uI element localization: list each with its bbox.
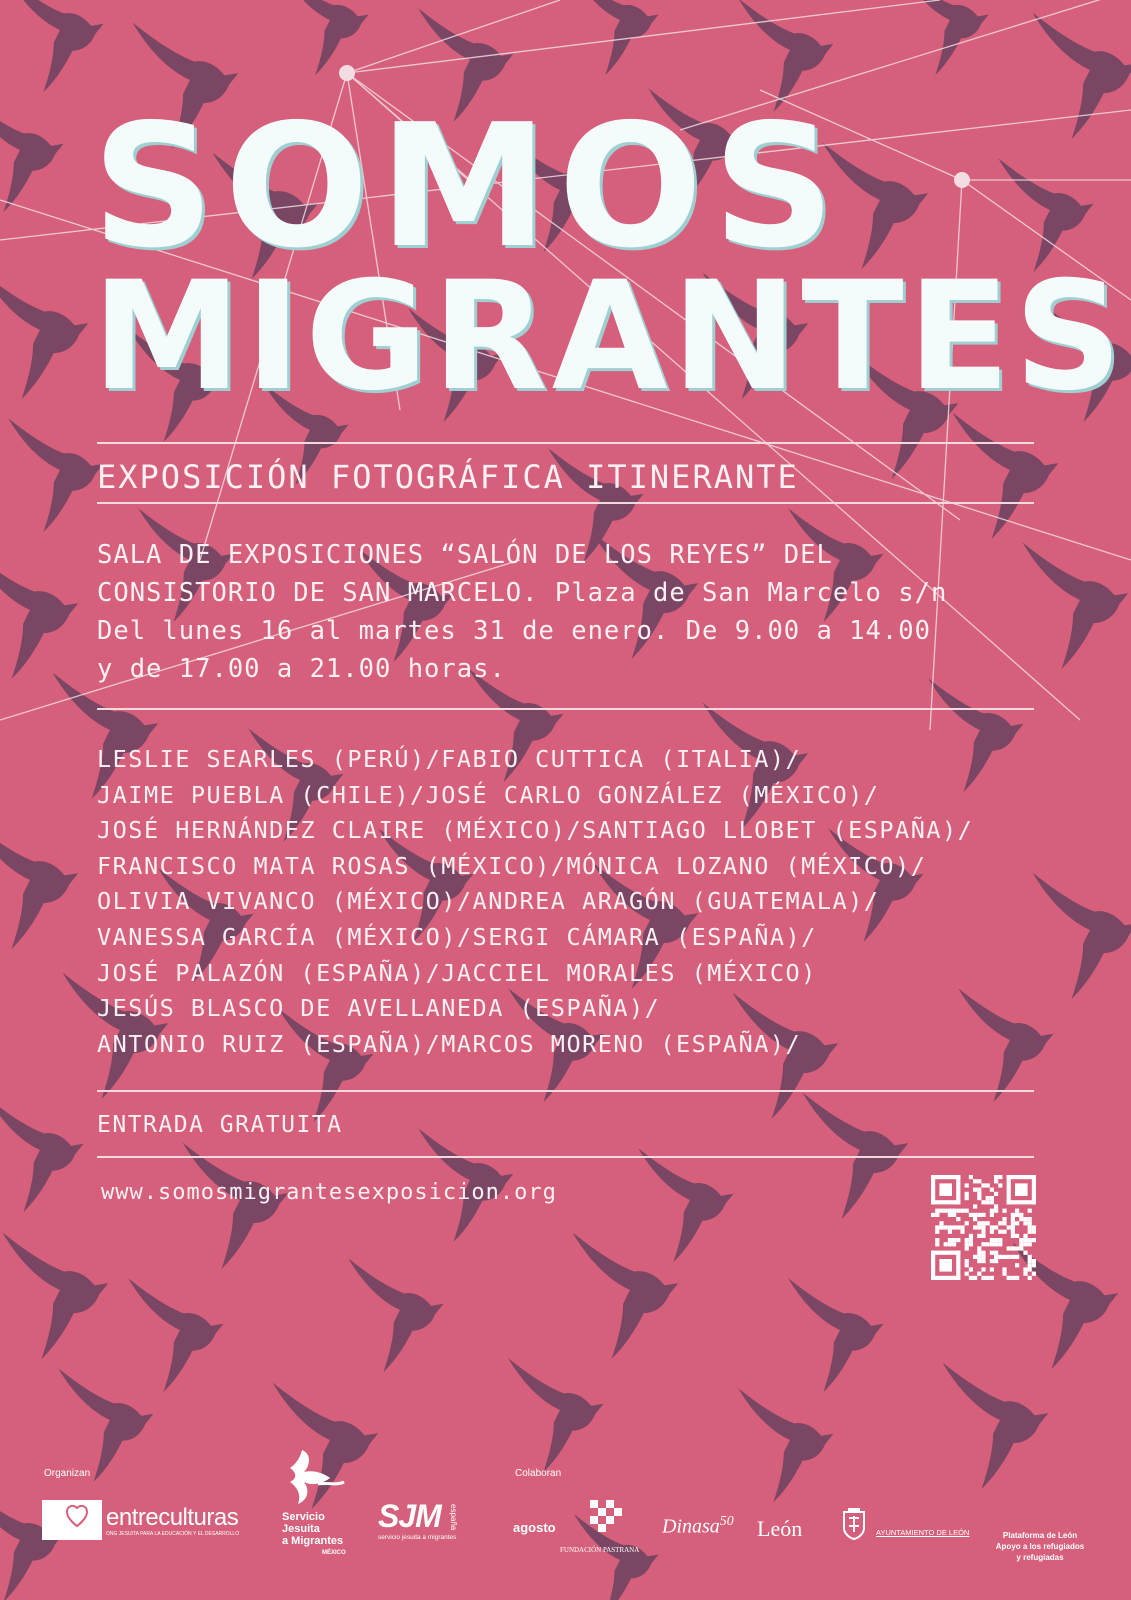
sjm-mexico-emblem-icon (282, 1448, 352, 1506)
artists-line: JESÚS BLASCO DE AVELLANEDA (ESPAÑA)/ (97, 994, 661, 1023)
swallow-bird-icon (1023, 543, 1129, 670)
leon-logo[interactable]: León (757, 1516, 803, 1541)
divider (97, 502, 1034, 504)
string-line (347, 0, 560, 73)
swallow-bird-icon (0, 823, 78, 950)
plataforma-line: Apoyo a los refugiados (995, 1542, 1085, 1551)
swallow-bird-icon (0, 98, 63, 212)
venue-line: CONSISTORIO DE SAN MARCELO. Plaza de San Marcelo s/n (97, 578, 948, 608)
swallow-bird-icon (943, 1363, 1049, 1490)
organizan-label: Organizan (44, 1468, 91, 1479)
colaboran-label: Colaboran (515, 1468, 562, 1479)
pin-dot (954, 172, 970, 188)
dinasa-number: 50 (719, 1514, 734, 1529)
divider (97, 1090, 1034, 1092)
swallow-bird-icon (8, 418, 103, 532)
swallow-bird-icon (788, 1278, 883, 1392)
sjm-mexico-line: Servicio (282, 1511, 325, 1523)
artists-line: JOSÉ HERNÁNDEZ CLAIRE (MÉXICO)/SANTIAGO LLOBET (ESPAÑA)/ (97, 816, 974, 845)
sjm-mexico-line: MÉXICO (322, 1550, 346, 1556)
swallow-bird-icon (0, 1098, 83, 1212)
divider (97, 708, 1034, 710)
artists-line: OLIVIA VIVANCO (MÉXICO)/ANDREA ARAGÓN (GUATEMALA)/ (97, 887, 880, 916)
artists-line: LESLIE SEARLES (PERÚ)/FABIO CUTTICA (ITALIA)/ (97, 745, 802, 773)
title-line-1: SOMOS (92, 88, 846, 286)
fundacion-pastrana-name: FUNDACIÓN PASTRANA (560, 1546, 640, 1554)
sjm-mexico-line: a Migrantes (282, 1535, 344, 1547)
swallow-bird-icon (1033, 873, 1131, 1000)
sjm-mexico-logo[interactable] (282, 1448, 362, 1568)
swallow-bird-icon (58, 1368, 153, 1482)
swallow-bird-icon (508, 1358, 603, 1472)
divider (97, 1156, 1034, 1158)
venue-line: SALA DE EXPOSICIONES “SALÓN DE LOS REYES” DEL (97, 540, 833, 570)
checker-logo-icon (590, 1500, 624, 1534)
sjm-mexico-line: Jesuita (282, 1523, 320, 1535)
swallow-bird-icon (574, 0, 659, 75)
ayuntamiento-logo[interactable] (842, 1508, 992, 1548)
sjm-side: españa (449, 1504, 458, 1531)
plataforma-line: y refugiadas (1016, 1553, 1064, 1562)
dinasa-logo[interactable] (662, 1514, 734, 1539)
swallow-bird-icon (0, 553, 78, 680)
artists-line: FRANCISCO MATA ROSAS (MÉXICO)/MÓNICA LOZANO (MÉXICO)/ (97, 851, 927, 880)
venue-line: y de 17.00 a 21.00 horas. (97, 654, 506, 684)
fundacion-pastrana-logo[interactable] (560, 1500, 660, 1560)
crest-icon (842, 1508, 866, 1540)
sjm-logo-text: SJM (378, 1498, 441, 1534)
entry-text: ENTRADA GRATUITA (97, 1112, 343, 1138)
swallow-bird-icon (573, 1233, 679, 1360)
dinasa-name: Dinasa (662, 1515, 720, 1538)
website-link[interactable]: www.somosmigrantesexposicion.org (101, 1180, 557, 1205)
artists-line: ANTONIO RUIZ (ESPAÑA)/MARCOS MORENO (ESPAÑA)/ (97, 1029, 802, 1058)
swallow-bird-icon (128, 1278, 223, 1392)
artists-line: JOSÉ PALAZÓN (ESPAÑA)/JACCIEL MORALES (MÉXICO) (97, 958, 817, 987)
swallow-bird-icon (738, 1388, 833, 1502)
entreculturas-name: entreculturas (106, 1504, 239, 1531)
entreculturas-tagline: ONG JESUITA PARA LA EDUCACIÓN Y EL DESARROLLO (106, 1531, 240, 1537)
ayuntamiento-name: AYUNTAMIENTO DE LEÓN (876, 1528, 970, 1537)
pin-dot (339, 65, 355, 81)
qr-code-icon[interactable] (931, 1175, 1036, 1280)
venue-line: Del lunes 16 al martes 31 de enero. De 9.00 a 14.00 (97, 616, 931, 646)
heart-logo-icon (42, 1500, 102, 1540)
swallow-bird-icon (8, 0, 103, 92)
entreculturas-logo[interactable] (42, 1500, 254, 1540)
plataforma-line: Plataforma de León (1002, 1531, 1078, 1540)
artists-line: JAIME PUEBLA (CHILE)/JOSÉ CARLO GONZÁLEZ (MÉXICO)/ (97, 780, 880, 809)
swallow-bird-icon (183, 1143, 289, 1270)
divider (97, 442, 1034, 444)
artists-line: VANESSA GARCÍA (MÉXICO)/SERGI CÁMARA (ESPAÑA)/ (97, 922, 817, 951)
swallow-bird-icon (348, 1258, 443, 1372)
swallow-bird-icon (284, 0, 369, 75)
swallow-bird-icon (638, 1148, 733, 1262)
sjm-espana-logo[interactable] (378, 1498, 478, 1544)
artists-list (97, 742, 973, 1062)
venue-block (97, 536, 947, 688)
agosto-logo[interactable]: agosto (513, 1520, 556, 1535)
subtitle: EXPOSICIÓN FOTOGRÁFICA ITINERANTE (97, 458, 799, 496)
title-line-2: MIGRANTES (92, 250, 1127, 424)
swallow-bird-icon (0, 273, 88, 400)
swallow-bird-icon (3, 1233, 109, 1360)
plataforma-logo[interactable] (988, 1530, 1092, 1563)
string-line (347, 0, 940, 73)
sjm-tagline: servicio jesuita a migrantes (378, 1534, 457, 1541)
